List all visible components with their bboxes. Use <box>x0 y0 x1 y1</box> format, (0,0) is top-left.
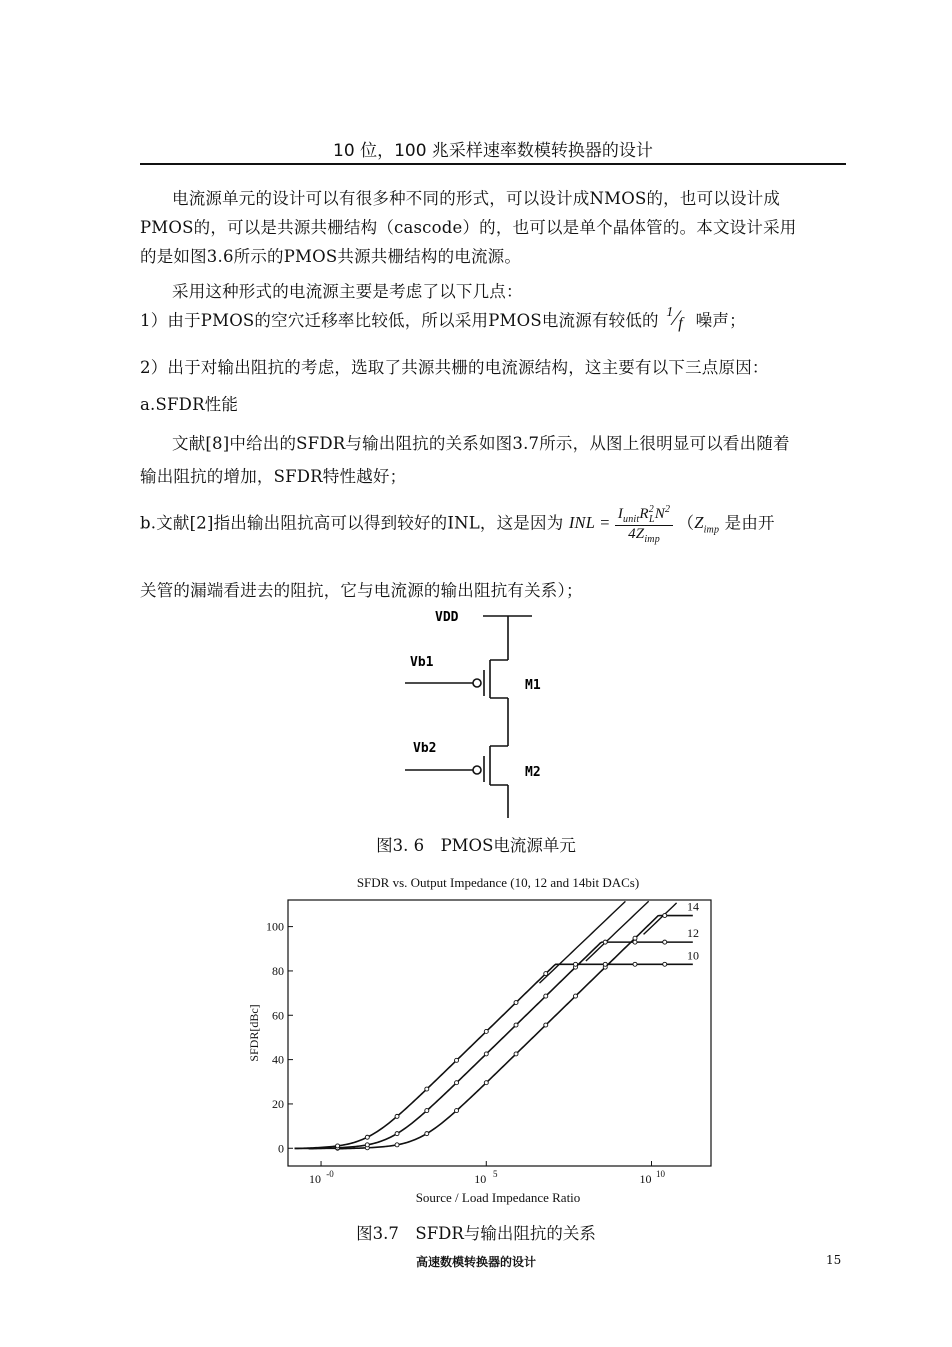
series-label-14: 14 <box>687 899 699 914</box>
num-i-sub: unit <box>623 514 640 525</box>
item-1-text: 1）由于PMOS的空穴迁移率比较低，所以采用PMOS电流源有较低的 <box>140 311 659 330</box>
one-over-f <box>664 304 690 333</box>
item-b <box>140 504 775 545</box>
series-marker-14 <box>663 914 667 918</box>
x-tick-exp-0: -0 <box>326 1169 334 1179</box>
sfdr-chart <box>240 868 720 1213</box>
m1-gate-bubble <box>473 679 481 687</box>
num-n-sup: 2 <box>664 504 671 515</box>
axis-ticks <box>266 920 666 1186</box>
vdd-label: VDD <box>435 610 459 625</box>
series-marker-14 <box>484 1081 488 1085</box>
series-marker-10 <box>663 962 667 966</box>
para-1-line-3: 的是如图3.6所示的PMOS共源共栅结构的电流源。 <box>140 247 522 266</box>
series-marker-12 <box>514 1023 518 1027</box>
formula-numerator <box>615 504 673 526</box>
series-marker-10 <box>395 1114 399 1118</box>
para-b-line-2: 关管的漏端看进去的阻抗，它与电流源的输出阻抗有关系）； <box>140 581 583 600</box>
series-marker-10 <box>544 972 548 976</box>
series-line-10 <box>295 964 693 1148</box>
series-marker-12 <box>663 940 667 944</box>
series-marker-10 <box>574 962 578 966</box>
inl-formula <box>568 504 678 545</box>
num-n: N <box>654 506 665 522</box>
m2-gate-bubble <box>473 766 481 774</box>
x-tick-label-0: 10 <box>309 1172 322 1186</box>
series-marker-10 <box>455 1058 459 1062</box>
paren-open: （ <box>677 513 695 533</box>
series-marker-12 <box>425 1109 429 1113</box>
figure-3-7-caption: 图3.7 SFDR与输出阻抗的关系 <box>356 1224 596 1243</box>
y-axis-label: SFDR[dBc] <box>247 1004 261 1062</box>
series-marker-10 <box>336 1144 340 1148</box>
series-marker-12 <box>484 1052 488 1056</box>
num-r: R <box>639 506 649 522</box>
y-tick-label-1: 20 <box>272 1096 284 1111</box>
para-a-line-2: 输出阻抗的增加，SFDR特性越好； <box>140 467 407 486</box>
item-2: 2）出于对输出阻抗的考虑，选取了共源共栅的电流源结构，这主要有以下三点原因： <box>140 358 769 377</box>
running-footer: 高速数模转换器的设计 <box>415 1255 536 1269</box>
series-label-10: 10 <box>687 948 699 963</box>
series-marker-12 <box>395 1132 399 1136</box>
pmos-cascode-circuit <box>380 600 580 825</box>
x-tick-exp-2: 10 <box>656 1169 666 1179</box>
item-1-tail: 噪声； <box>695 311 746 330</box>
one-over-f-num: 1 <box>666 304 674 320</box>
m1-label: M1 <box>525 678 541 693</box>
item-1 <box>140 304 746 333</box>
z-imp <box>694 513 720 536</box>
para-1-line-1: 电流源单元的设计可以有很多种不同的形式，可以设计成NMOS的，也可以设计成 <box>172 189 781 208</box>
series-marker-14 <box>633 936 637 940</box>
para-2: 采用这种形式的电流源主要是考虑了以下几点： <box>172 282 523 301</box>
page-number: 15 <box>826 1253 842 1267</box>
y-tick-label-2: 40 <box>272 1052 284 1067</box>
num-i: I <box>617 506 624 522</box>
running-header: 10 位，100 兆采样速率数模转换器的设计 <box>333 141 653 161</box>
den-z: 4Z <box>628 526 645 542</box>
series-marker-10 <box>484 1029 488 1033</box>
para-a-line-1: 文献[8]中给出的SFDR与输出阻抗的关系如图3.7所示，从图上很明显可以看出随着 <box>172 434 790 453</box>
one-over-f-den: f <box>678 314 683 332</box>
series-marker-12 <box>455 1081 459 1085</box>
num-r-sup: 2 <box>648 504 654 515</box>
y-tick-label-3: 60 <box>272 1008 284 1023</box>
vb1-label: Vb1 <box>410 655 434 670</box>
y-tick-label-0: 0 <box>278 1141 284 1156</box>
m2-label: M2 <box>525 765 541 780</box>
den-z-sub: imp <box>644 534 660 545</box>
series-marker-10 <box>514 1001 518 1005</box>
series-line-14 <box>295 916 693 1149</box>
series-marker-14 <box>544 1023 548 1027</box>
series-marker-14 <box>395 1143 399 1147</box>
y-tick-label-4: 80 <box>272 963 284 978</box>
series-marker-10 <box>603 962 607 966</box>
z-sub: imp <box>703 524 720 536</box>
figure-3-6-caption: 图3. 6 PMOS电流源单元 <box>376 836 576 855</box>
x-tick-label-2: 10 <box>639 1172 652 1186</box>
series-label-12: 12 <box>687 926 699 941</box>
series-marker-12 <box>633 940 637 944</box>
x-axis-label: Source / Load Impedance Ratio <box>415 1190 581 1205</box>
formula-denominator <box>615 526 673 545</box>
series-marker-14 <box>574 994 578 998</box>
series-marker-14 <box>455 1109 459 1113</box>
plot-frame <box>288 900 711 1166</box>
series-marker-14 <box>514 1052 518 1056</box>
num-r-sub: L <box>648 514 655 525</box>
x-tick-exp-1: 5 <box>493 1169 498 1179</box>
item-a: a.SFDR性能 <box>140 395 239 414</box>
formula-lhs: INL = <box>568 513 611 533</box>
z-letter: Z <box>694 513 704 533</box>
series-marker-12 <box>603 940 607 944</box>
series-marker-10 <box>633 962 637 966</box>
series-marker-14 <box>425 1132 429 1136</box>
series-curves <box>295 900 699 1151</box>
formula-fraction <box>615 504 673 545</box>
para-1-line-2: PMOS的，可以是共源共栅结构（cascode）的，也可以是单个晶体管的。本文设计采用 <box>140 218 797 237</box>
chart-title: SFDR vs. Output Impedance (10, 12 and 14bit DACs) <box>356 875 640 890</box>
series-extension-12 <box>586 901 649 961</box>
series-marker-10 <box>425 1087 429 1091</box>
one-over-f-slash: ⁄ <box>674 304 679 330</box>
header-rule <box>140 163 846 165</box>
x-tick-label-1: 10 <box>474 1172 487 1186</box>
series-line-12 <box>295 942 693 1149</box>
y-tick-label-5: 100 <box>266 919 284 934</box>
series-marker-10 <box>365 1135 369 1139</box>
item-b-text: b.文献[2]指出输出阻抗高可以得到较好的INL，这是因为 <box>140 513 564 533</box>
item-b-tail: 是由开 <box>724 513 775 533</box>
series-marker-12 <box>365 1143 369 1147</box>
vb2-label: Vb2 <box>413 741 437 756</box>
series-marker-12 <box>544 994 548 998</box>
series-extension-14 <box>644 903 677 934</box>
